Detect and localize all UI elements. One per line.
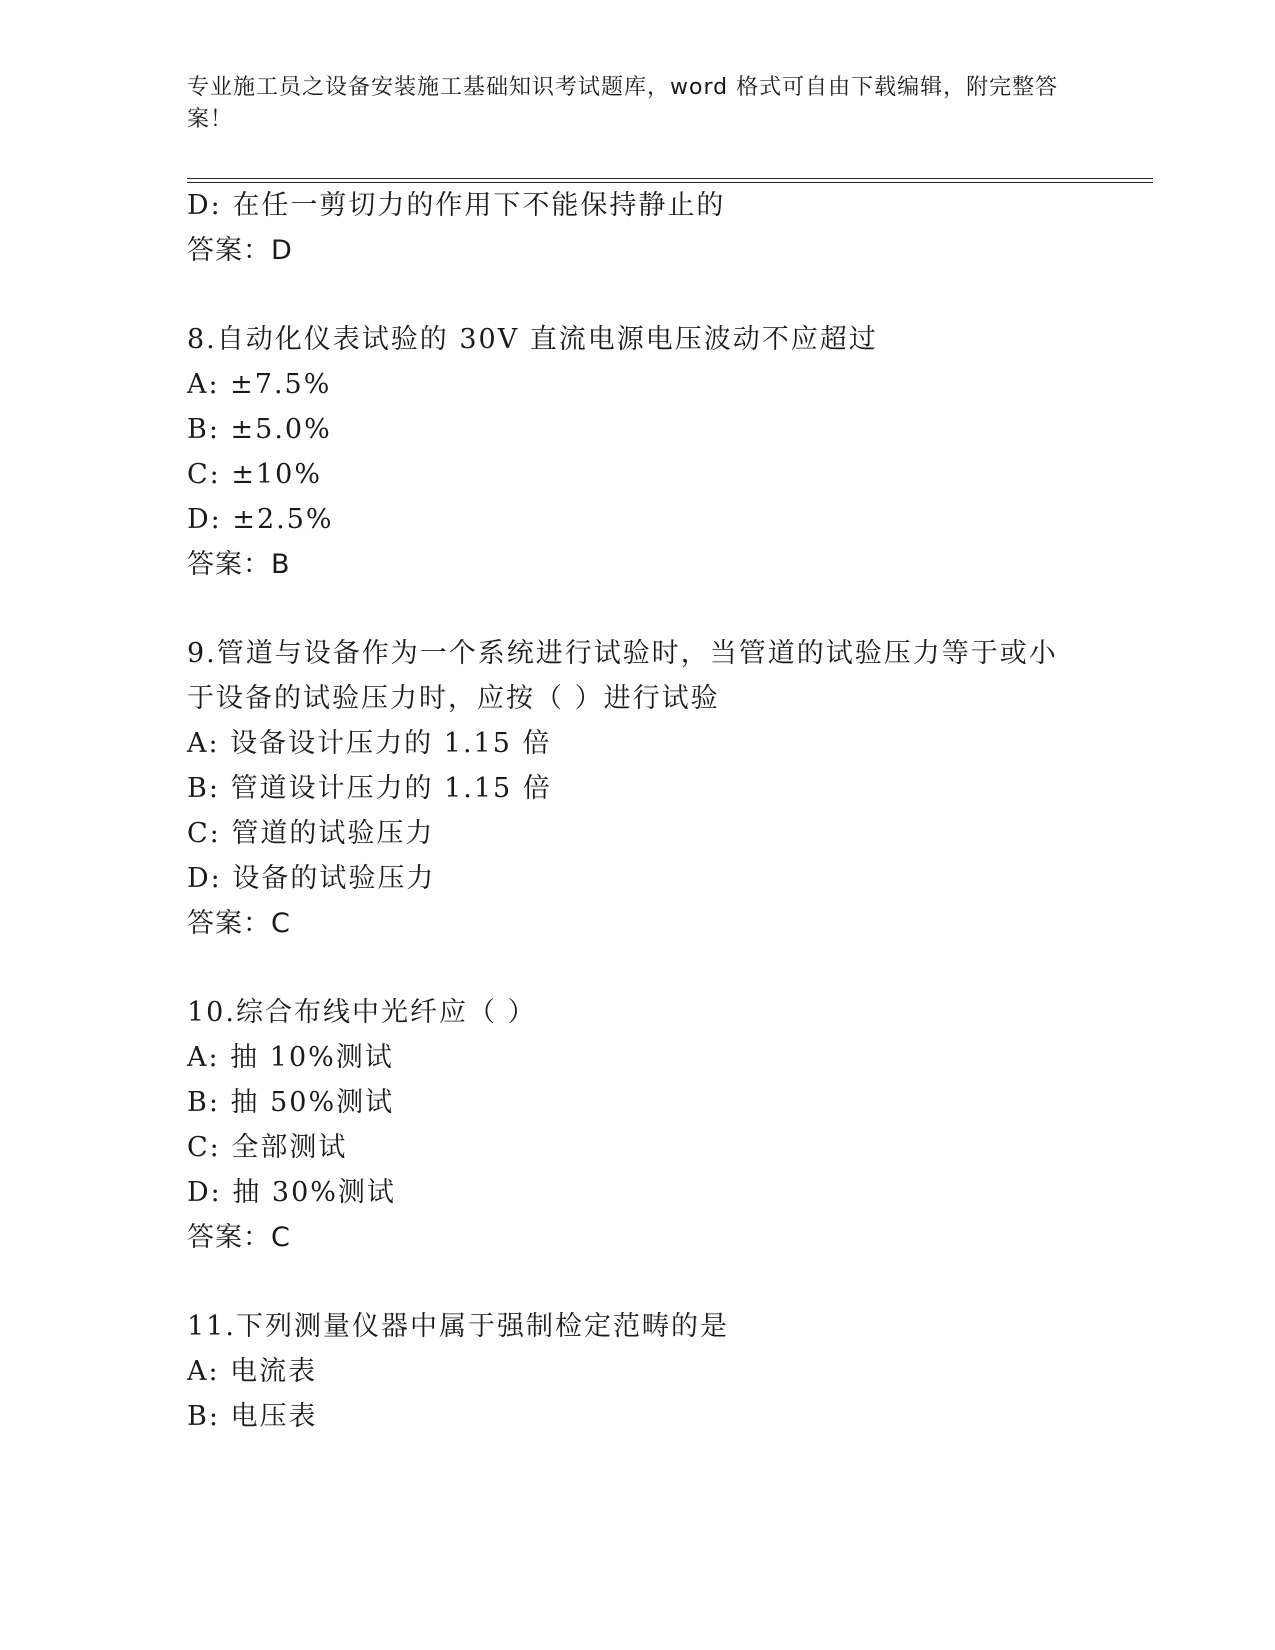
header-rule-top [187, 178, 1153, 179]
option-line: D: 抽 30%测试 [187, 1177, 396, 1208]
answer-line: 答案：D [187, 235, 293, 266]
question-line: 8.自动化仪表试验的 30V 直流电源电压波动不应超过 [187, 324, 878, 355]
option-line: A: 抽 10%测试 [187, 1042, 394, 1073]
option-line: D: 设备的试验压力 [187, 863, 436, 894]
option-line: A: ±7.5% [187, 369, 332, 400]
option-line: B: 电压表 [187, 1401, 318, 1432]
question-line: 9.管道与设备作为一个系统进行试验时，当管道的试验压力等于或小 [187, 638, 1058, 669]
option-line: B: 抽 50%测试 [187, 1087, 395, 1118]
question-line: 于设备的试验压力时，应按（ ）进行试验 [187, 683, 720, 714]
option-line: D: 在任一剪切力的作用下不能保持静止的 [187, 190, 726, 221]
option-line: B: 管道设计压力的 1.15 倍 [187, 773, 552, 804]
question-line: 10.综合布线中光纤应（ ） [187, 997, 537, 1028]
option-line: D: ±2.5% [187, 504, 334, 535]
option-line: B: ±5.0% [187, 414, 332, 445]
option-line: C: ±10% [187, 459, 322, 490]
document-header: 专业施工员之设备安装施工基础知识考试题库，word 格式可自由下载编辑，附完整答案！ [187, 75, 1059, 132]
answer-line: 答案：B [187, 549, 291, 580]
question-line: 11.下列测量仪器中属于强制检定范畴的是 [187, 1311, 729, 1342]
option-line: A: 电流表 [187, 1356, 318, 1387]
answer-line: 答案：C [187, 908, 291, 939]
answer-line: 答案：C [187, 1222, 291, 1253]
option-line: C: 管道的试验压力 [187, 818, 435, 849]
option-line: C: 全部测试 [187, 1132, 348, 1163]
header-rule-bottom [187, 182, 1153, 183]
option-line: A: 设备设计压力的 1.15 倍 [187, 728, 552, 759]
